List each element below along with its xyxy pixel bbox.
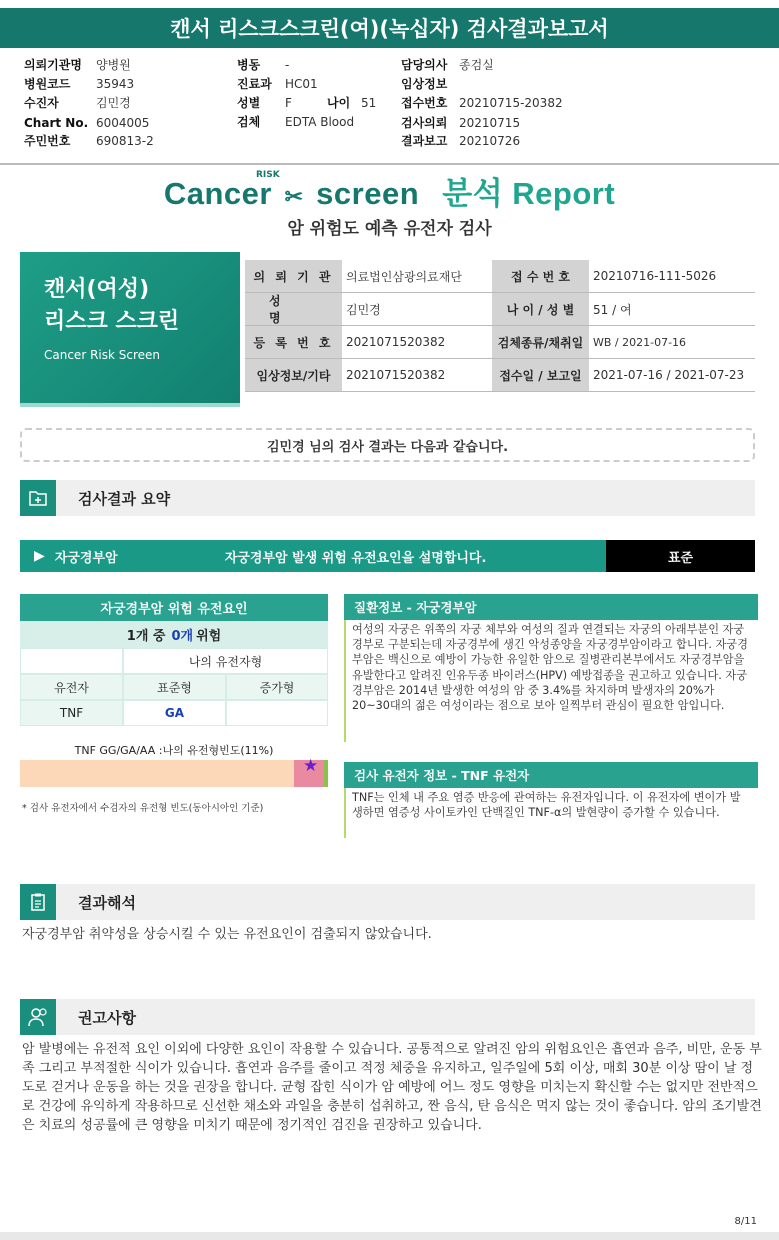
risk-count-post: 위험 <box>196 629 222 644</box>
patient-meta <box>0 52 779 164</box>
info-value: 51 / 여 <box>593 302 632 317</box>
risk-count-pre: 1개 중 <box>126 629 166 644</box>
meta-value: 6004005 <box>96 115 150 130</box>
info-value: 김민경 <box>346 302 381 317</box>
clipboard-icon <box>20 884 56 920</box>
interpretation-section-header <box>20 884 755 920</box>
greeting-text: 김민경 님의 검사 결과는 다음과 같습니다. <box>266 439 509 455</box>
meta-value: F <box>285 95 292 110</box>
meta-value: EDTA Blood <box>285 114 355 129</box>
logo-report: Report <box>512 176 616 211</box>
star-icon: ★ <box>303 756 319 776</box>
page-footer-strip <box>0 1232 779 1240</box>
info-row <box>245 359 755 392</box>
disease-info-header: 질환정보 - 자궁경부암 <box>344 594 758 620</box>
logo-screen: screen <box>316 176 420 211</box>
frequency-bar <box>20 756 328 787</box>
col-increased-header: 증가형 <box>226 674 328 700</box>
standard-genotype: GA <box>123 700 226 726</box>
divider <box>0 163 779 165</box>
footnote: * 검사 유전자에서 수검자의 유전형 빈도(동아시아인 기준) <box>22 803 264 814</box>
meta-value: 종검실 <box>459 58 494 72</box>
meta-value: 20210726 <box>459 133 521 148</box>
info-row <box>245 293 755 326</box>
report-title-bar <box>0 8 779 48</box>
risk-mark: RISK <box>256 170 280 180</box>
meta-label: Chart No. <box>24 115 89 130</box>
section-title: 결과해석 <box>78 893 136 912</box>
risk-table-title: 자궁경부암 위험 유전요인 <box>20 594 328 621</box>
info-row <box>245 260 755 293</box>
doctor-icon <box>20 999 56 1035</box>
info-label: 성 명 <box>245 293 342 325</box>
disease-info-text: 여성의 자궁은 위쪽의 자궁 체부와 여성의 질과 연결되는 자궁의 아래부분인 자궁경부로 구분되는데 자궁경부에 생긴 악성종양을 자궁경부암이라고 합니다. 자궁경부암은 백신으로 예방이 가능한 유일한 암으로 질병관리본부에서도 자궁경부암을 유발한다고 알려진 인유두종 바이러스(HPV) 예방접종을 권고하고 있습니다. 자궁경부암은 2014년 발생한 여성의 암 중 3.4%를 차지하며 발생자의 20%가 20~30대의 젊은 여성이라는 점으로 보아 일찍부터 관심이 필요한 암입니다. <box>344 620 758 742</box>
meta-value: 20210715-20382 <box>459 95 563 110</box>
patient-info-table <box>245 260 755 392</box>
info-label: 임상정보/기타 <box>245 359 342 391</box>
grid-blank <box>20 648 123 674</box>
recommendation-text: 암 발병에는 유전적 요인 이외에 다양한 요인이 작용할 수 있습니다. 공통적으로 알려진 암의 위험요인은 흡연과 음주, 비만, 운동 부족 그리고 부적절한 식이가 있습니다. 흡연과 음주를 줄이고 적정 체중을 유지하고, 일주일에 5회 이상, 매회 30분 이상 땀이 날 정도로 걷거나 운동을 하는 것을 권장을 합니다. 균형 잡힌 식이가 암 예방에 어느 정도 영향을 미치는지 확신할 수는 없지만 전반적으로 건강에 유익하게 작용하므로 신선한 채소와 과일을 충분히 섭취하고, 짠 음식, 탄 음식은 먹지 않는 것이 좋습니다. 암의 조기발견은 치료의 성공률에 큰 영향을 미치기 때문에 정기적인 검진을 권장하고 있습니다. <box>22 1042 762 1133</box>
gene-info-header: 검사 유전자 정보 - TNF 유전자 <box>344 762 758 788</box>
hero-line1: 캔서(여성) <box>44 277 150 302</box>
folder-plus-icon <box>20 480 56 516</box>
info-label: 접 수 번 호 <box>492 260 589 292</box>
info-label: 등 록 번 호 <box>245 326 342 358</box>
meta-value: 김민경 <box>96 96 131 110</box>
increased-genotype <box>226 700 328 726</box>
meta-value: 35943 <box>96 76 135 91</box>
cancer-name: 자궁경부암 <box>54 550 118 566</box>
info-label: 의 뢰 기 관 <box>245 260 342 292</box>
meta-label: 나이 <box>327 96 351 110</box>
meta-label: 의뢰기관명 <box>24 58 82 72</box>
info-value: 2021071520382 <box>346 368 446 382</box>
gene-info-text: TNF는 인체 내 주요 염증 반응에 관여하는 유전자입니다. 이 유전자에 변이가 발생하면 염증성 사이토카인 단백질인 TNF-α의 발현량이 증가할 수 있습니다. <box>344 788 758 838</box>
meta-label: 병동 <box>237 58 261 72</box>
page-subtitle: 암 위험도 예측 유전자 검사 <box>287 219 492 239</box>
meta-value: 양병원 <box>96 58 131 72</box>
meta-label: 진료과 <box>237 77 272 91</box>
meta-label: 결과보고 <box>401 134 448 148</box>
info-value: 20210716-111-5026 <box>593 269 717 283</box>
meta-label: 검사의뢰 <box>401 116 448 130</box>
recommendation-section-header <box>20 999 755 1035</box>
info-label: 검체종류/채취일 <box>492 326 589 358</box>
meta-label: 성별 <box>237 96 261 110</box>
greeting-box <box>20 428 755 462</box>
cancer-description: 자궁경부암 발생 위험 유전요인을 설명합니다. <box>224 550 487 566</box>
info-value: 의료법인삼광의료재단 <box>346 269 462 284</box>
risk-count <box>20 621 328 648</box>
my-genotype-header: 나의 유전자형 <box>123 648 328 674</box>
meta-label: 수진자 <box>24 96 59 110</box>
gene-name: TNF <box>20 700 123 726</box>
meta-value: 20210715 <box>459 115 521 130</box>
cancer-type-bar <box>20 540 755 572</box>
info-value: 2021071520382 <box>346 335 446 349</box>
info-label: 접수일 / 보고일 <box>492 359 589 391</box>
interpretation-text: 자궁경부암 취약성을 상승시킬 수 있는 유전요인이 검출되지 않았습니다. <box>22 927 432 942</box>
meta-label: 임상정보 <box>401 77 448 91</box>
col-gene-header: 유전자 <box>20 674 123 700</box>
info-value: 2021-07-16 / 2021-07-23 <box>593 368 745 382</box>
info-value: WB / 2021-07-16 <box>593 335 687 349</box>
meta-label: 담당의사 <box>401 58 448 72</box>
section-title: 검사결과 요약 <box>78 489 171 508</box>
page-number: 8/11 <box>734 1216 757 1227</box>
meta-value: 51 <box>361 95 377 110</box>
col-standard-header: 표준형 <box>123 674 226 700</box>
hero-card <box>20 252 240 407</box>
play-triangle-icon: ▶ <box>34 548 45 564</box>
section-title: 권고사항 <box>78 1008 136 1027</box>
risk-factor-table <box>20 594 328 726</box>
info-label: 나 이 / 성 별 <box>492 293 589 325</box>
meta-label: 검체 <box>237 115 261 129</box>
ribbon-icon: ✂ <box>284 184 304 209</box>
meta-label: 주민번호 <box>24 134 71 148</box>
frequency-edge <box>324 760 328 787</box>
frequency-label: TNF GG/GA/AA :나의 유전형빈도(11%) <box>74 744 274 757</box>
info-row <box>245 326 755 359</box>
cancer-screen-logo <box>0 168 779 214</box>
logo-cancer: Cancer <box>163 176 272 211</box>
hero-english: Cancer Risk Screen <box>44 348 161 362</box>
meta-value: - <box>285 57 290 72</box>
logo-analysis: 분석 <box>442 176 504 211</box>
meta-value: 690813-2 <box>96 133 154 148</box>
meta-label: 접수번호 <box>401 96 448 110</box>
genotype-grid <box>20 648 328 726</box>
report-title: 캔서 리스크스크린(여)(녹십자) 검사결과보고서 <box>170 17 609 41</box>
hero-line2: 리스크 스크린 <box>44 309 180 334</box>
risk-count-value: 0개 <box>171 629 194 644</box>
summary-section-header <box>20 480 755 516</box>
meta-label: 병원코드 <box>24 77 71 91</box>
meta-value: HC01 <box>285 76 318 91</box>
risk-status: 표준 <box>667 550 694 566</box>
